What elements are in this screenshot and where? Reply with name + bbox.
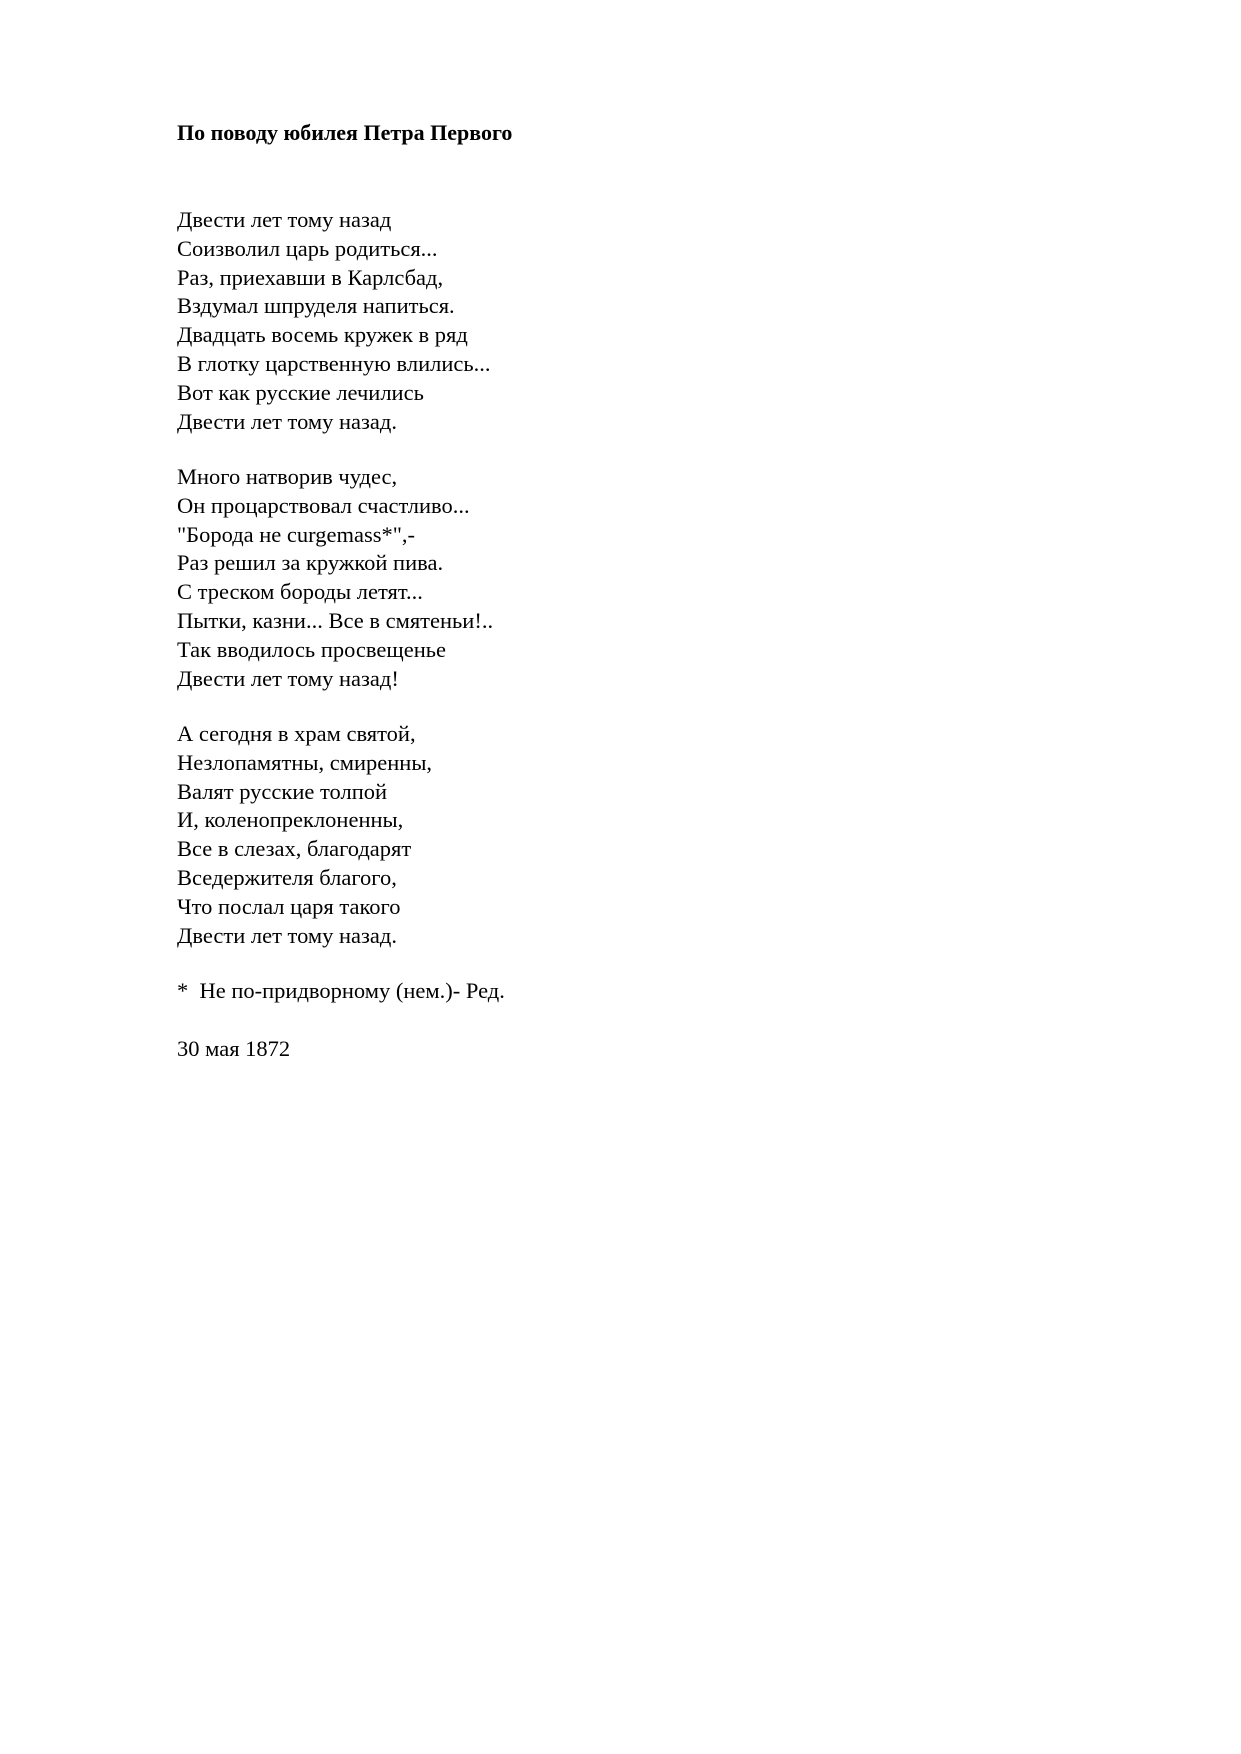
- stanza-1: [177, 206, 491, 436]
- poem-date: 30 мая 1872: [177, 1036, 291, 1061]
- poem-line: Двести лет тому назад.: [177, 408, 397, 434]
- poem-line: Незлопамятны, смиренны,: [177, 749, 433, 775]
- poem-line: Много натворив чудес,: [177, 464, 398, 489]
- poem-line: Валят русские толпой: [177, 778, 388, 804]
- poem-line: Вседержителя благого,: [177, 864, 397, 890]
- poem-line: Двести лет тому назад!: [177, 665, 399, 691]
- poem-line: Двадцать восемь кружек в ряд: [177, 322, 468, 348]
- poem-line: Пытки, казни... Все в смятеньи!..: [177, 607, 494, 633]
- poem-line: Что послал царя такого: [177, 893, 401, 919]
- poem-line: И, коленопреклоненны,: [177, 807, 404, 833]
- poem-title: По поводу юбилея Петра Первого: [177, 120, 513, 145]
- poem-line: Двести лет тому назад.: [177, 922, 397, 948]
- poem-line: Так вводилось просвещенье: [177, 636, 446, 662]
- poem-line: Двести лет тому назад: [177, 207, 392, 232]
- poem-line: Вот как русские лечились: [177, 379, 424, 405]
- poem-line: Вздумал шпруделя напиться.: [177, 293, 455, 319]
- stanza-3: [177, 720, 432, 950]
- poem-line: С треском бороды летят...: [177, 579, 423, 605]
- poem-line: Раз, приехавши в Карлсбад,: [177, 264, 444, 290]
- poem-line: "Борода не curgemass*",-: [177, 521, 416, 547]
- poem-line: В глотку царственную влились...: [177, 350, 491, 376]
- poem-line: Раз решил за кружкой пива.: [177, 550, 444, 576]
- stanza-2: [177, 463, 493, 693]
- poem-line: Он процарствовал счастливо...: [177, 492, 470, 518]
- poem-line: Соизволил царь родиться...: [177, 235, 438, 261]
- poem-line: А сегодня в храм святой,: [177, 721, 416, 746]
- footnote: * Не по-придворному (нем.)- Ред.: [177, 978, 505, 1003]
- poem-line: Все в слезах, благодарят: [177, 836, 412, 862]
